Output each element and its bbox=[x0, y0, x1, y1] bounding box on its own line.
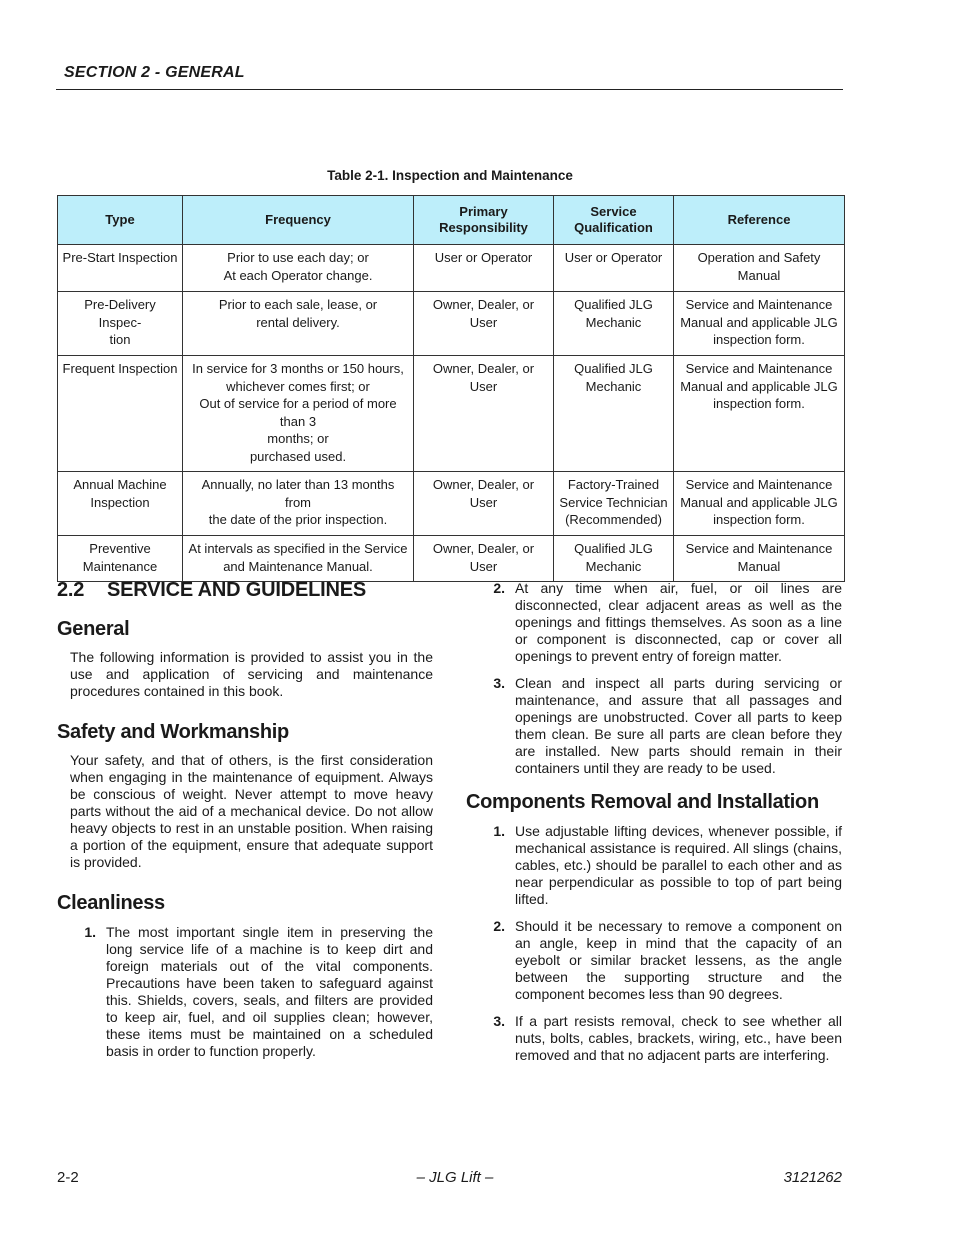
table-cell: Preventive Maintenance bbox=[58, 536, 183, 582]
table-cell: Owner, Dealer, or User bbox=[414, 292, 554, 356]
general-heading: General bbox=[57, 618, 130, 640]
table-cell: Owner, Dealer, or User bbox=[414, 536, 554, 582]
col-header-primary-responsibility: Primary Responsibility bbox=[414, 196, 554, 245]
table-cell: Operation and Safety Manual bbox=[674, 245, 845, 292]
list-item bbox=[466, 823, 842, 908]
cleanliness-heading: Cleanliness bbox=[57, 892, 165, 914]
table-cell: Owner, Dealer, or User bbox=[414, 356, 554, 472]
section-title-text: SERVICE AND GUIDELINES bbox=[107, 579, 366, 601]
section-number: 2.2 bbox=[57, 579, 85, 601]
table-cell: Service and Maintenance Manual and applicable JLG inspection form. bbox=[674, 356, 845, 472]
table-row bbox=[58, 292, 845, 356]
right-column bbox=[466, 577, 842, 1064]
table-cell: Service and Maintenance Manual and applicable JLG inspection form. bbox=[674, 472, 845, 536]
table-row bbox=[58, 536, 845, 582]
table-header-row bbox=[58, 196, 845, 245]
header-rule bbox=[56, 89, 843, 90]
section-title bbox=[57, 577, 433, 603]
list-item bbox=[466, 1013, 842, 1064]
list-item-number: 1. bbox=[84, 924, 96, 940]
general-paragraph: The following information is provided to assist you in the use and application of servicing and maintenance procedures contained in this book. bbox=[70, 649, 433, 699]
footer-page-number: 2-2 bbox=[57, 1169, 79, 1186]
table-cell: Prior to use each day; or At each Operator change. bbox=[183, 245, 414, 292]
list-item-text: The most important single item in preserving the long service life of a machine is to keep dirt and foreign materials out of the vital components. Precautions have been taken to safeguard against this. Shields, covers, seals, and filters are provided to keep air, fuel, and oil supplies clean; however, these items must be maintained on a scheduled basis in order to function properly. bbox=[106, 924, 433, 1059]
col-header-frequency: Frequency bbox=[183, 196, 414, 245]
list-item-text: Should it be necessary to remove a component on an angle, keep in mind that the capacity of an eyebolt or similar bracket lessens, as the angle between the supporting structure and the component becomes less than 90 degrees. bbox=[515, 918, 842, 1002]
table-cell: Frequent Inspection bbox=[58, 356, 183, 472]
list-item-number: 3. bbox=[493, 1013, 505, 1029]
table-caption: Table 2-1. Inspection and Maintenance bbox=[327, 168, 573, 183]
table-cell: Owner, Dealer, or User bbox=[414, 472, 554, 536]
table-cell: Factory-Trained Service Technician (Recommended) bbox=[554, 472, 674, 536]
safety-heading: Safety and Workmanship bbox=[57, 721, 289, 743]
table-cell: At intervals as specified in the Service and Maintenance Manual. bbox=[183, 536, 414, 582]
table-cell: Annual Machine Inspection bbox=[58, 472, 183, 536]
table-cell: Prior to each sale, lease, or rental delivery. bbox=[183, 292, 414, 356]
list-item-number: 3. bbox=[493, 675, 505, 691]
safety-paragraph: Your safety, and that of others, is the first consideration when engaging in the maintenance of equipment. Always be conscious of weight. Never attempt to move heavy parts without the aid of a mechanical device. Do not allow heavy objects to rest in an unstable position. When raising a portion of the equipment, ensure that adequate support is provided. bbox=[70, 752, 433, 870]
list-item-number: 1. bbox=[493, 823, 505, 839]
col-header-reference: Reference bbox=[674, 196, 845, 245]
table-cell: Service and Maintenance Manual and applicable JLG inspection form. bbox=[674, 292, 845, 356]
section-header: SECTION 2 - GENERAL bbox=[64, 64, 245, 81]
table-cell: Pre-Start Inspection bbox=[58, 245, 183, 292]
list-item-text: If a part resists removal, check to see whether all nuts, bolts, cables, brackets, wiring, etc., have been removed and that no adjacent parts are interfering. bbox=[515, 1013, 842, 1063]
list-item-number: 2. bbox=[493, 918, 505, 934]
list-item bbox=[466, 918, 842, 1003]
footer-doc-number: 3121262 bbox=[783, 1169, 842, 1186]
list-item-text: Clean and inspect all parts during servicing or maintenance, and assure that all passages and openings are unobstructed. Cover all parts to keep them clean. Be sure all parts are clean before they are installed. New parts should remain in their containers until they are ready to be used. bbox=[515, 675, 842, 776]
table-cell: Qualified JLG Mechanic bbox=[554, 536, 674, 582]
table-cell: User or Operator bbox=[554, 245, 674, 292]
components-heading: Components Removal and Installation bbox=[466, 791, 819, 813]
list-item-text: At any time when air, fuel, or oil lines are disconnected, clear adjacent areas as well as the openings and fittings themselves. As soon as a line or component is disconnected, cap or cover all openings to prevent entry of foreign matter. bbox=[515, 580, 842, 664]
list-item-number: 2. bbox=[493, 580, 505, 596]
list-item bbox=[57, 924, 433, 1060]
col-header-service-qualification: Service Qualification bbox=[554, 196, 674, 245]
list-item bbox=[466, 580, 842, 665]
table-cell: Annually, no later than 13 months from the date of the prior inspection. bbox=[183, 472, 414, 536]
table-cell: Qualified JLG Mechanic bbox=[554, 292, 674, 356]
table-cell: In service for 3 months or 150 hours, whichever comes first; or Out of service for a period of more than 3 months; or purchased used. bbox=[183, 356, 414, 472]
inspection-table bbox=[57, 195, 845, 582]
table-cell: Service and Maintenance Manual bbox=[674, 536, 845, 582]
list-item bbox=[466, 675, 842, 777]
table-cell: Pre-Delivery Inspec- tion bbox=[58, 292, 183, 356]
table-cell: Qualified JLG Mechanic bbox=[554, 356, 674, 472]
table-row bbox=[58, 245, 845, 292]
footer-center-text: – JLG Lift – bbox=[416, 1169, 494, 1186]
table-cell: User or Operator bbox=[414, 245, 554, 292]
list-item-text: Use adjustable lifting devices, whenever possible, if mechanical assistance is required. All slings (chains, cables, etc.) should be parallel to each other and as near perpendicular as possible to top of part being lifted. bbox=[515, 823, 842, 907]
left-column bbox=[57, 577, 433, 1060]
col-header-type: Type bbox=[58, 196, 183, 245]
table-row bbox=[58, 472, 845, 536]
table-row bbox=[58, 356, 845, 472]
